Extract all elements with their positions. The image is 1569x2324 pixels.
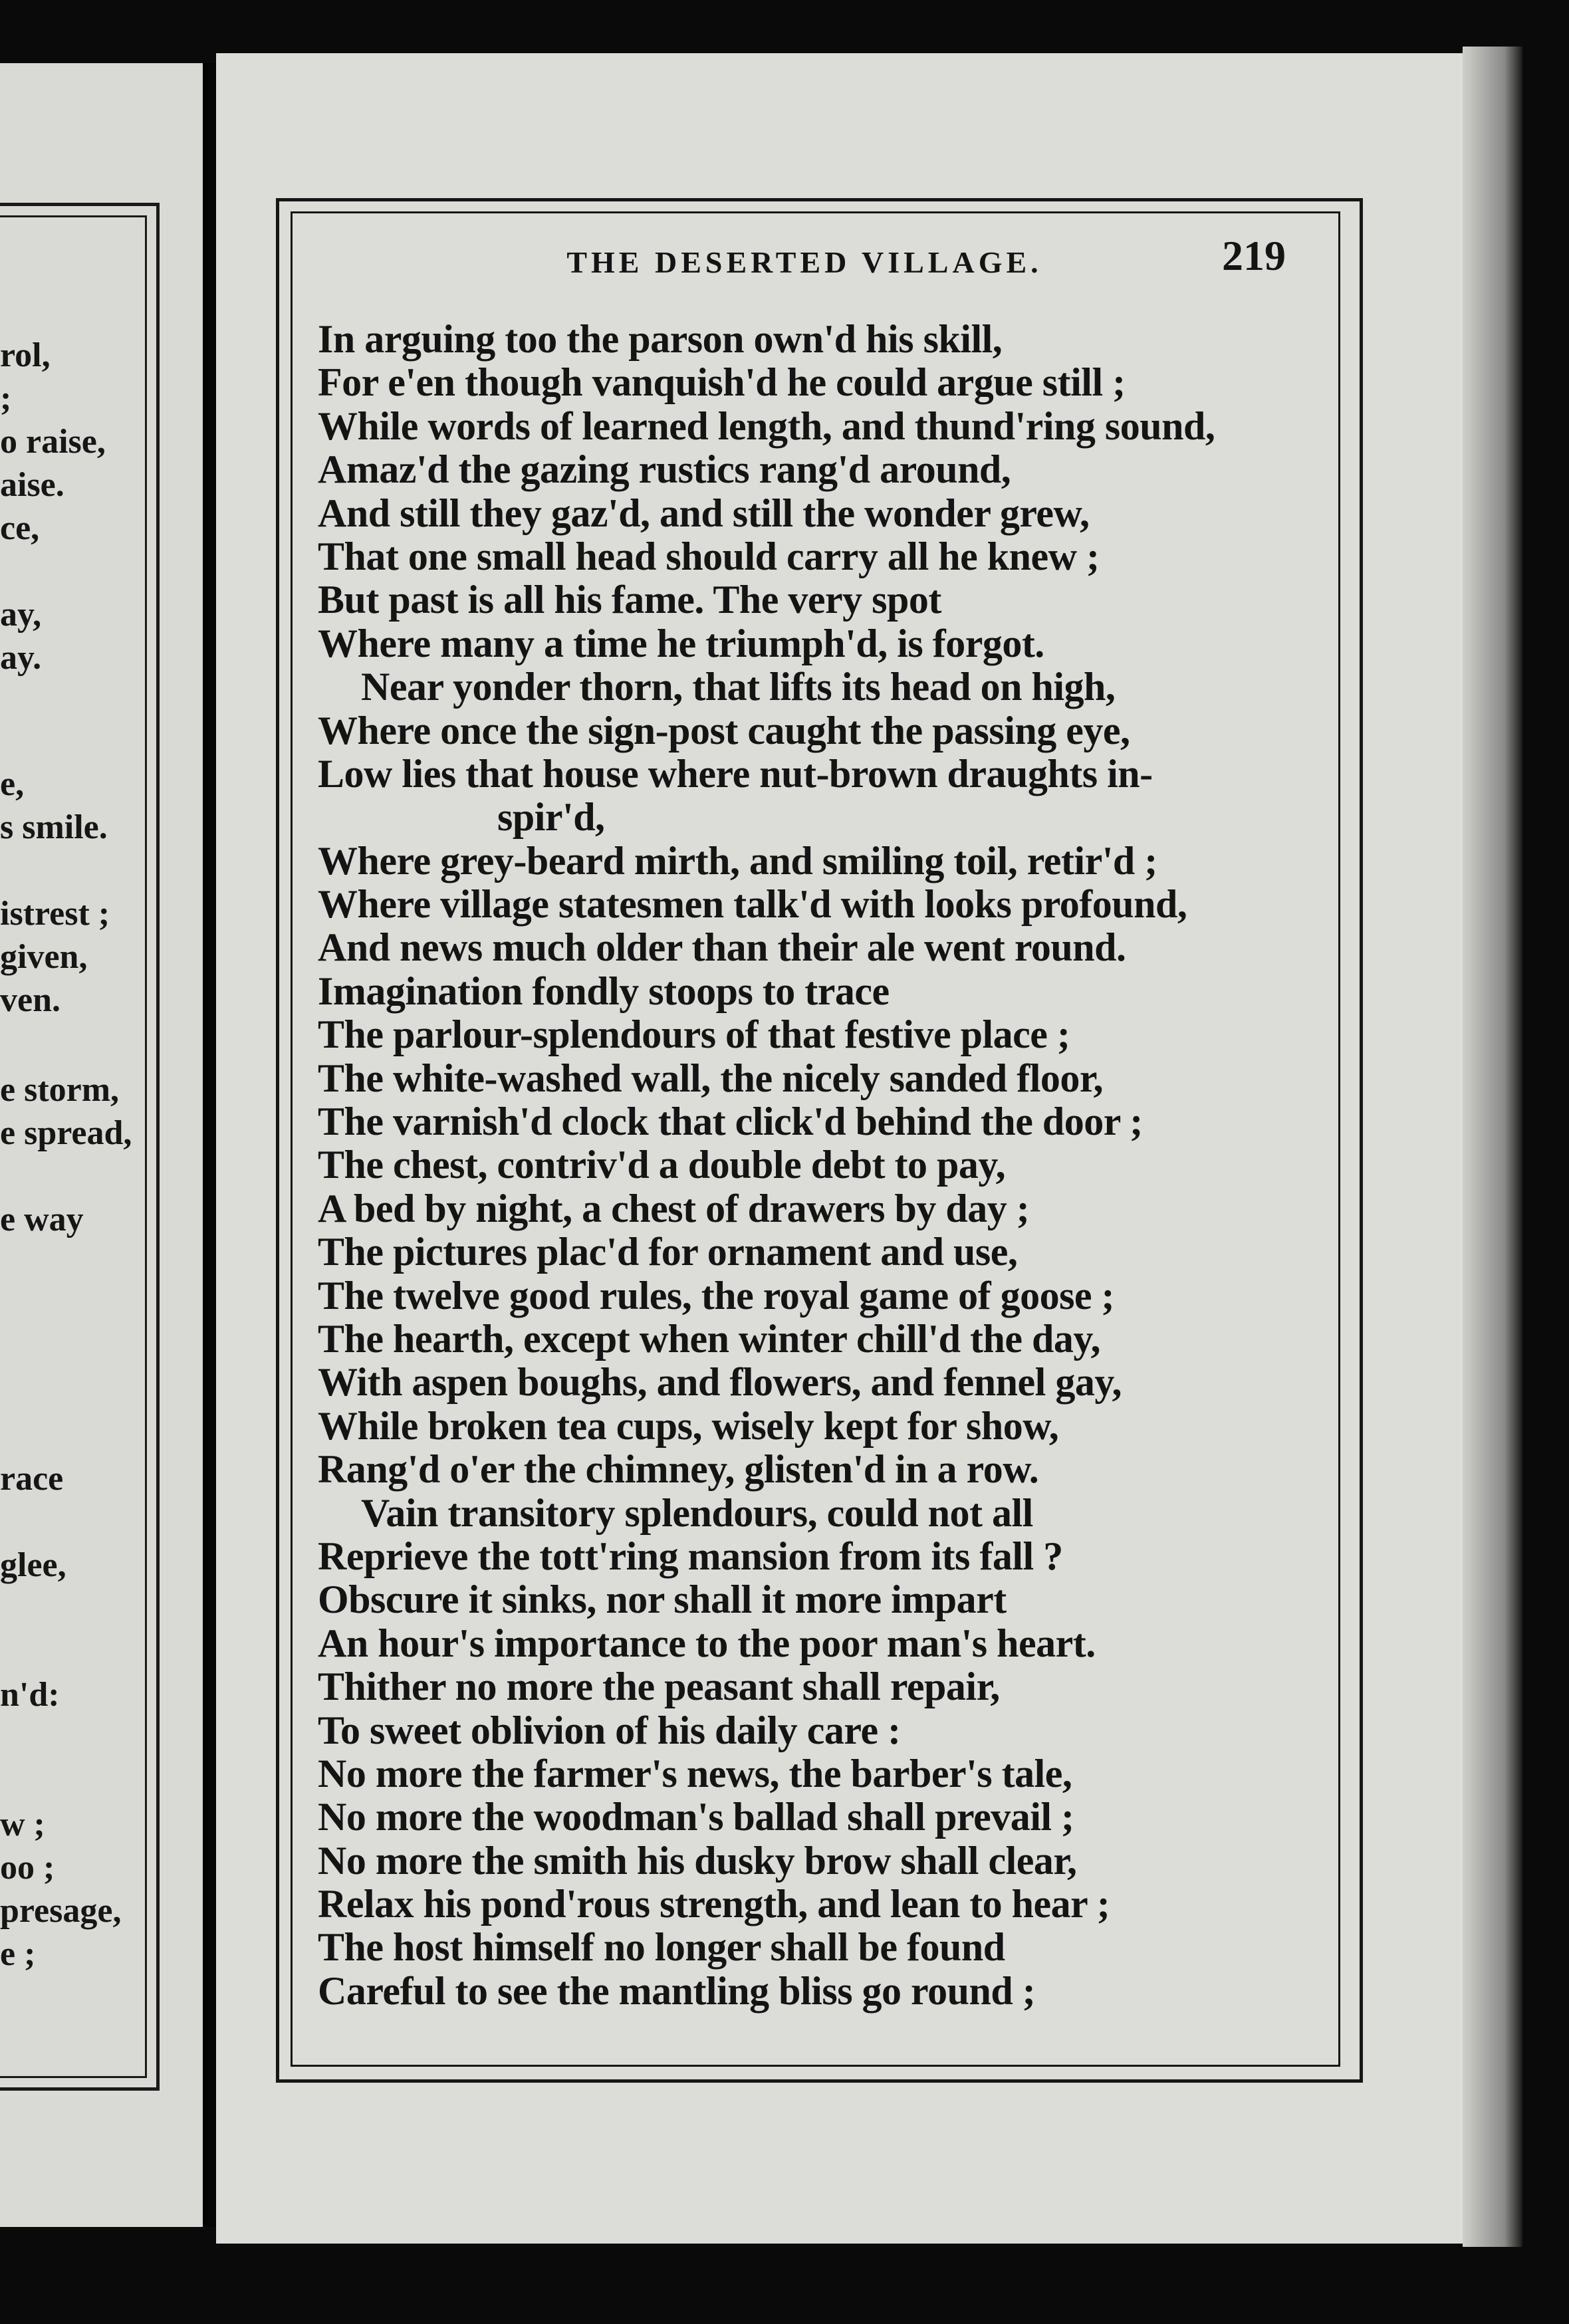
left-page (0, 63, 203, 2227)
poem-line: The parlour-splendours of that festive place ; (318, 1012, 1070, 1057)
poem-line: And still they gaz'd, and still the wonder grew, (318, 491, 1090, 535)
poem-line: The white-washed wall, the nicely sanded floor, (318, 1056, 1104, 1100)
left-page-line: s smile. (0, 808, 108, 846)
poem-line: Amaz'd the gazing rustics rang'd around, (318, 447, 1011, 492)
poem-line: While words of learned length, and thund'ring sound, (318, 404, 1215, 448)
poem-line: Obscure it sinks, nor shall it more impart (318, 1577, 1007, 1622)
left-page-line: e storm, (0, 1071, 120, 1109)
left-page-line: given, (0, 938, 88, 976)
left-page-line: e way (0, 1201, 84, 1238)
poem-line: spir'd, (497, 795, 605, 840)
poem-line: No more the woodman's ballad shall prevail ; (318, 1795, 1074, 1839)
poem-line: With aspen boughs, and flowers, and fennel gay, (318, 1360, 1122, 1405)
poem-line: For e'en though vanquish'd he could argue still ; (318, 360, 1126, 405)
left-page-line: n'd: (0, 1676, 60, 1714)
poem-line: To sweet oblivion of his daily care : (318, 1708, 901, 1752)
poem-line: Vain transitory splendours, could not all (361, 1490, 1033, 1535)
poem-line: Imagination fondly stoops to trace (318, 969, 890, 1013)
left-page-line: ven. (0, 981, 60, 1019)
left-page-line: o raise, (0, 423, 106, 461)
poem-line: The twelve good rules, the royal game of goose ; (318, 1273, 1115, 1318)
poem-line: No more the smith his dusky brow shall clear, (318, 1838, 1077, 1883)
poem-line: Thither no more the peasant shall repair, (318, 1665, 1000, 1709)
running-title: THE DESERTED VILLAGE. (566, 245, 1042, 279)
poem-line: An hour's importance to the poor man's heart. (318, 1621, 1096, 1665)
poem-line: The varnish'd clock that click'd behind the door ; (318, 1100, 1143, 1144)
poem-line: Where many a time he triumph'd, is forgot. (318, 621, 1044, 665)
poem-line: Reprieve the tott'ring mansion from its fall ? (318, 1534, 1063, 1578)
poem-line: The chest, contriv'd a double debt to pay, (318, 1143, 1006, 1187)
left-page-line: w ; (0, 1805, 45, 1843)
poem-line: The pictures plac'd for ornament and use, (318, 1230, 1018, 1274)
poem-line: Where grey-beard mirth, and smiling toil, retir'd ; (318, 838, 1157, 883)
left-page-line: ; (0, 380, 12, 417)
poem-line: Rang'd o'er the chimney, glisten'd in a row. (318, 1447, 1039, 1492)
poem-line: And news much older than their ale went round. (318, 925, 1126, 970)
poem-line: While broken tea cups, wisely kept for show, (318, 1403, 1059, 1448)
left-page-line: aise. (0, 466, 64, 504)
page-number: 219 (1222, 232, 1286, 279)
poem-text (318, 318, 1315, 2013)
left-page-line: e spread, (0, 1114, 132, 1152)
left-page-line: istrest ; (0, 895, 110, 933)
poem-line: The hearth, except when winter chill'd the day, (318, 1316, 1101, 1361)
left-page-line: oo ; (0, 1849, 55, 1887)
poem-line: Low lies that house where nut-brown draughts in- (318, 751, 1153, 796)
left-page-line: ce, (0, 509, 40, 547)
left-page-line: race (0, 1460, 64, 1498)
poem-line: That one small head should carry all he knew ; (318, 534, 1100, 578)
left-page-line: e, (0, 765, 25, 803)
poem-line: No more the farmer's news, the barber's tale, (318, 1751, 1072, 1796)
poem-line: Near yonder thorn, that lifts its head on high, (361, 665, 1116, 709)
poem-line: Relax his pond'rous strength, and lean to hear ; (318, 1882, 1110, 1926)
poem-line: But past is all his fame. The very spot (318, 578, 941, 622)
left-page-line: presage, (0, 1892, 122, 1930)
left-page-line: rol, (0, 336, 51, 374)
book-gutter (203, 63, 216, 2227)
poem-line: A bed by night, a chest of drawers by day ; (318, 1186, 1030, 1230)
left-page-line: e ; (0, 1935, 36, 1973)
poem-line: Where once the sign-post caught the passing eye, (318, 708, 1130, 753)
poem-line: In arguing too the parson own'd his skill, (318, 317, 1003, 361)
left-page-line: ay. (0, 639, 42, 677)
poem-line: Careful to see the mantling bliss go round ; (318, 1968, 1036, 2013)
poem-line: Where village statesmen talk'd with looks profound, (318, 882, 1187, 927)
left-page-line: glee, (0, 1546, 66, 1584)
page-edge (1463, 47, 1522, 2247)
poem-line: The host himself no longer shall be found (318, 1925, 1005, 1970)
left-page-line: ay, (0, 596, 42, 634)
